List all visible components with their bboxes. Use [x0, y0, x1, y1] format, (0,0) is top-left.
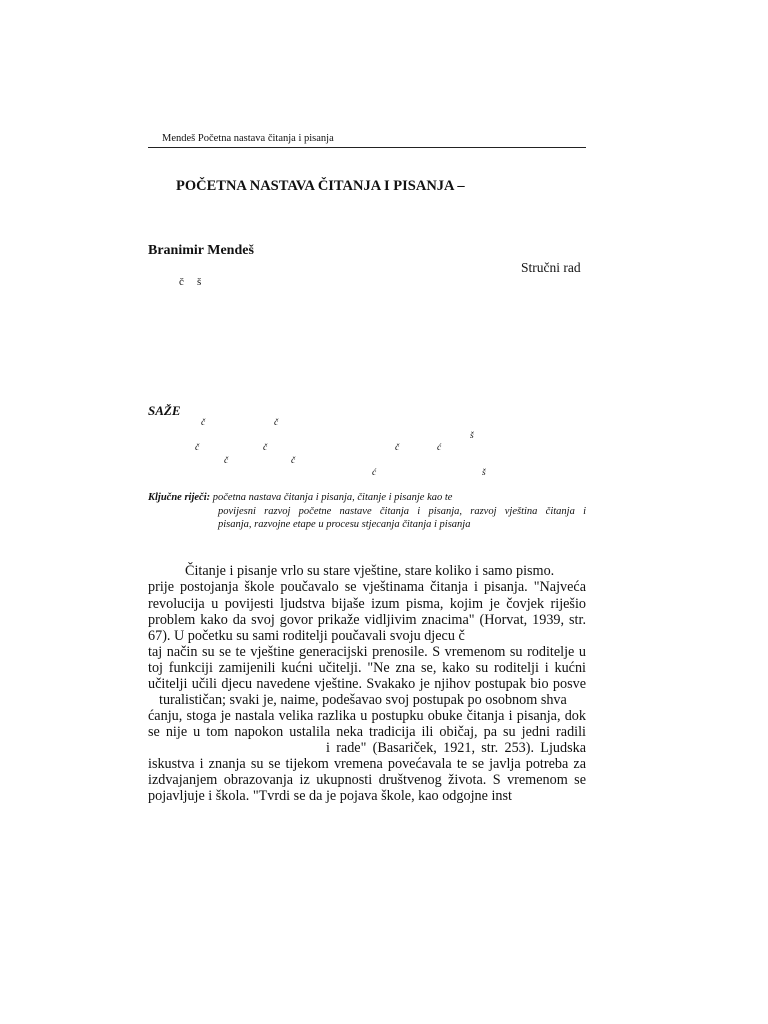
body-line: učitelji učili djecu navedene vještine. Svakako je njihov postupak bio posve [148, 676, 586, 692]
affiliation-fragment: š [197, 276, 202, 288]
body-line: Čitanje i pisanje vrlo su stare vještine, stare koliko i samo pismo. [185, 563, 555, 579]
body-line: i rade" (Basariček, 1921, str. 253). Ljudska [326, 740, 586, 756]
body-line: iskustva i znanja su se tijekom vremena povećavala te se javlja potreba za [148, 756, 586, 772]
abstract-fragment: ć [437, 443, 442, 453]
article-title: POČETNA NASTAVA ČITANJA I PISANJA – [176, 178, 465, 194]
abstract-fragment: č [263, 443, 268, 453]
header-divider [148, 147, 586, 148]
keywords-text: pisanja, razvojne etape u procesu stjecanja čitanja i pisanja [218, 519, 471, 530]
running-header: Mendeš Početna nastava čitanja i pisanja [162, 133, 334, 144]
keywords-line [148, 492, 452, 503]
abstract-fragment: č [291, 456, 296, 466]
abstract-fragment: č [195, 443, 200, 453]
keywords-text: povijesni razvoj početne nastave čitanja i pisanja, razvoj vještina čitanja i [218, 506, 586, 517]
abstract-fragment: š [482, 468, 486, 478]
keywords-line [218, 506, 586, 517]
body-line: revolucija u povijesti ljudstva bijaše izum pisma, kojim je čovjek riješio [148, 596, 586, 612]
body-line: se nije u tom napokon ustalila neka tradicija ili običaj, pa su jedni radili [148, 724, 586, 740]
abstract-fragment: č [201, 418, 206, 428]
body-line: problem kako da svoj govor prikaže vidljivim znacima" (Horvat, 1939, str. [148, 612, 586, 628]
body-line: pojavljuje i škola. "Tvrdi se da je pojava škole, kao odgojne inst [148, 788, 512, 804]
abstract-fragment: š [470, 431, 474, 441]
abstract-fragment: č [395, 443, 400, 453]
body-line: 67). U početku su sami roditelji poučavali svoju djecu č [148, 628, 465, 644]
abstract-fragment: ć [372, 468, 377, 478]
body-line: izdvajanjem obrazovanja iz ukupnosti društvenog života. S vremenom se [148, 772, 586, 788]
abstract-fragment: č [224, 456, 229, 466]
keywords-text: početna nastava čitanja i pisanja, čitanje i pisanje kao te [212, 492, 453, 503]
body-line: toj funkciji zamijenili kućni učitelji. "Ne zna se, kako su roditelji i kućni [148, 660, 586, 676]
paper-type: Stručni rad [521, 260, 581, 275]
body-line: ćanju, stoga je nastala velika razlika u postupku obuke čitanja i pisanja, dok [148, 708, 586, 724]
abstract-heading: SAŽE [148, 403, 181, 418]
author-name: Branimir Mendeš [148, 243, 254, 258]
affiliation-fragment: č [179, 276, 184, 288]
keywords-label: Ključne riječi: [148, 492, 211, 503]
body-line: turalističan; svaki je, naime, podešavao svoj postupak po osobnom shva [159, 692, 567, 708]
abstract-fragment: č [274, 418, 279, 428]
body-line: taj način su se te vještine generacijski prenosile. S vremenom su roditelje u [148, 644, 586, 660]
body-line: prije postojanja škole poučavalo se vještinama čitanja i pisanja. "Najveća [148, 579, 586, 595]
